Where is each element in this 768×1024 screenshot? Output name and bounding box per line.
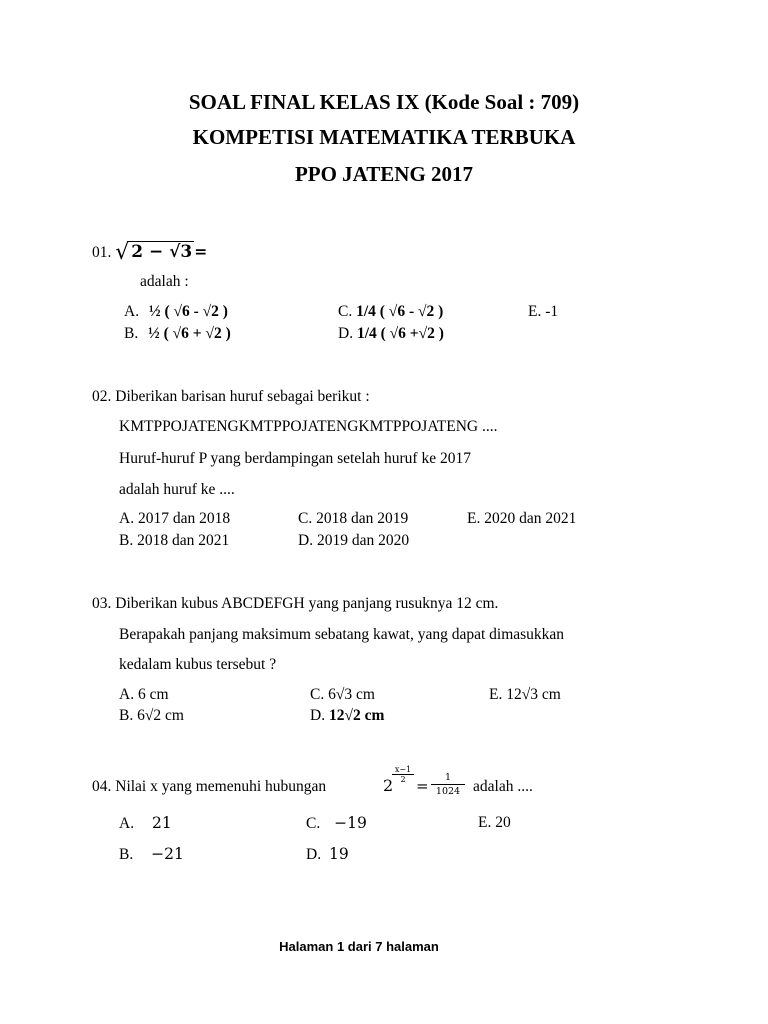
question-1-line-2: adalah : <box>140 273 189 290</box>
question-2-option-e: E. 2020 dan 2021 <box>467 510 577 527</box>
option-letter: C. <box>338 303 353 320</box>
title-line-3: PPO JATENG 2017 <box>294 162 474 186</box>
option-value: 1/4 ( √6 - √2 ) <box>356 303 444 320</box>
option-letter: A. <box>119 815 135 832</box>
radical-sign-icon: √ <box>115 240 130 265</box>
question-2-option-a: A. 2017 dan 2018 <box>119 510 231 527</box>
question-4-tail: adalah .... <box>473 778 533 795</box>
question-4-option-e: E. 20 <box>478 814 511 831</box>
question-4-lead: 04. Nilai x yang memenuhi hubungan <box>92 778 327 795</box>
question-1-stem <box>92 240 207 265</box>
option-letter: D. <box>310 707 326 724</box>
question-4-option-b <box>119 845 184 864</box>
option-value: −19 <box>334 814 367 832</box>
question-1-option-c <box>338 303 443 321</box>
question-2-line-2: KMTPPOJATENGKMTPPOJATENGKMTPPOJATENG .... <box>119 418 498 435</box>
question-4-option-a <box>119 814 172 833</box>
question-1-option-e: E. -1 <box>528 303 559 320</box>
question-3-option-c: C. 6√3 cm <box>310 686 375 703</box>
question-3-line-2: Berapakah panjang maksimum sebatang kawat, yang dapat dimasukkan <box>119 626 565 643</box>
question-1-equals: = <box>194 242 208 261</box>
option-value: ½ ( √6 + √2 ) <box>148 325 231 342</box>
question-1-radical-inner: 2 − √3 <box>131 242 193 262</box>
option-value: 1/4 ( √6 +√2 ) <box>356 325 444 342</box>
option-letter: A. <box>124 303 140 320</box>
option-letter: C. <box>306 815 321 832</box>
title-line-1: SOAL FINAL KELAS IX (Kode Soal : 709) <box>188 90 580 114</box>
question-3-line-1: 03. Diberikan kubus ABCDEFGH yang panjang rusuknya 12 cm. <box>92 595 499 612</box>
question-2-line-4: adalah huruf ke .... <box>119 481 235 498</box>
fraction-denominator: 1024 <box>431 784 465 798</box>
option-value: −21 <box>151 845 184 863</box>
option-letter: B. <box>124 325 139 342</box>
option-letter: D. <box>306 846 322 863</box>
question-3-option-e: E. 12√3 cm <box>489 686 561 703</box>
question-3-line-3: kedalam kubus tersebut ? <box>119 656 277 673</box>
question-1-option-b <box>124 325 231 343</box>
question-3-option-b: B. 6√2 cm <box>119 707 184 724</box>
title-line-2: KOMPETISI MATEMATIKA TERBUKA <box>192 125 576 149</box>
question-4-exponent <box>392 765 414 784</box>
question-2-line-1: 02. Diberikan barisan huruf sebagai berikut : <box>92 388 370 405</box>
option-value: 19 <box>328 845 349 863</box>
question-1-number: 01. <box>92 244 112 261</box>
page-footer: Halaman 1 dari 7 halaman <box>279 939 439 954</box>
question-4-rhs-fraction <box>431 771 465 798</box>
question-4-equals: = <box>416 777 429 795</box>
exponent-denominator: 2 <box>392 774 414 784</box>
question-4-base: 2 <box>383 776 394 795</box>
option-letter: D. <box>338 325 354 342</box>
question-4-option-c <box>306 814 367 833</box>
exponent-numerator: x−1 <box>394 765 412 774</box>
question-1-radical <box>115 240 194 265</box>
fraction-numerator: 1 <box>444 772 452 783</box>
option-value: ½ ( √6 - √2 ) <box>148 303 228 320</box>
question-1-option-a <box>124 303 228 321</box>
question-2-option-b: B. 2018 dan 2021 <box>119 532 230 549</box>
question-4-option-d <box>306 845 349 864</box>
option-letter: B. <box>119 846 134 863</box>
option-value: 21 <box>151 814 172 832</box>
question-2-line-3: Huruf-huruf P yang berdampingan setelah huruf ke 2017 <box>119 450 471 467</box>
option-value: 12√2 cm <box>328 707 385 724</box>
question-3-option-d <box>310 707 384 725</box>
question-1-option-d <box>338 325 444 343</box>
question-3-option-a: A. 6 cm <box>119 686 169 703</box>
question-2-option-c: C. 2018 dan 2019 <box>298 510 409 527</box>
question-2-option-d: D. 2019 dan 2020 <box>298 532 410 549</box>
